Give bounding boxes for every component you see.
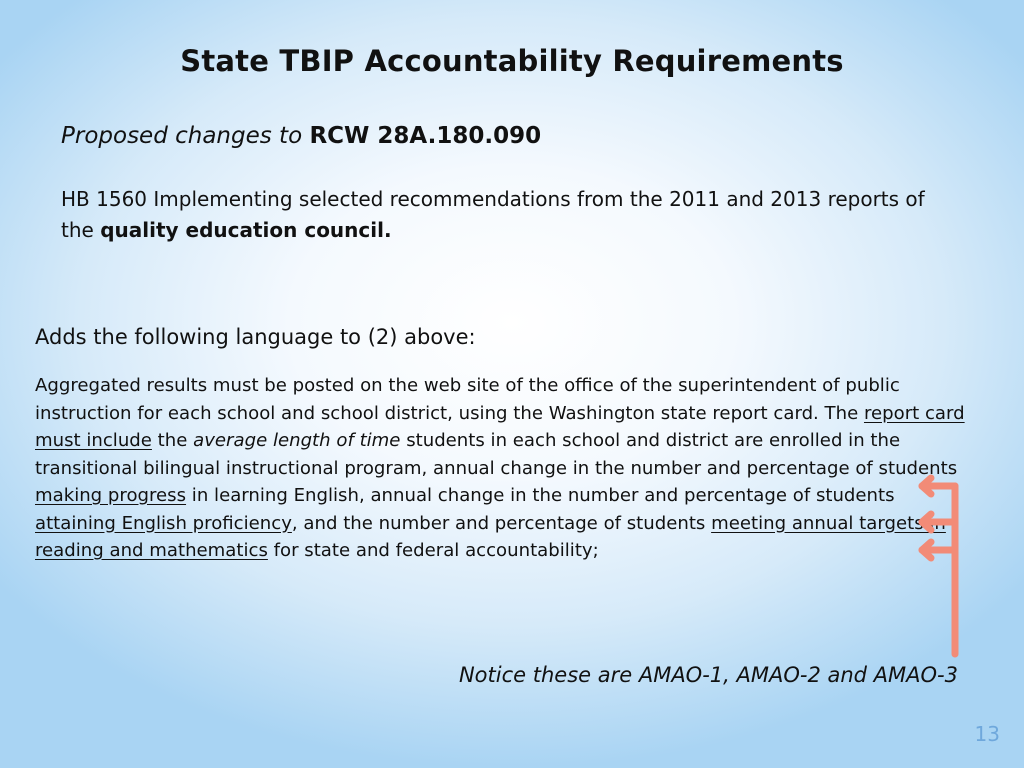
para-text: in learning English, annual change in the number and percentage of students [186, 485, 895, 506]
para-text: , and the number and percentage of students [291, 512, 712, 534]
para-text: the [151, 430, 194, 451]
para-text: students in each school and district are enrolled in the transitional bilingual instructional program, annual change in the number and percentage of students [35, 430, 958, 479]
amao-bracket-arrows-icon [912, 474, 972, 659]
page-number: 13 [974, 722, 1000, 746]
para-text: Aggregated results must be posted on the web site of the office of the superintendent of public instruction for each school and school district, using the Washington state report card. The [35, 375, 900, 424]
slide-title: State TBIP Accountability Requirements [180, 44, 844, 78]
amao-notice: Notice these are AMAO-1, AMAO-2 and AMAO-3 [458, 663, 958, 687]
rcw-code: RCW 28A.180.090 [309, 123, 542, 149]
para-underline-attaining-proficiency: attaining English proficiency [35, 512, 292, 534]
proposed-changes-line [61, 123, 541, 149]
para-italic-average-length: average length of time [193, 430, 401, 451]
bill-text-bold: quality education council. [100, 218, 392, 242]
bill-description [61, 184, 941, 246]
adds-language-heading: Adds the following language to (2) above: [35, 325, 476, 349]
para-underline-making-progress: making progress [35, 485, 187, 506]
para-underline-meeting-targets: meeting annual targets in reading and mathematics [35, 512, 946, 561]
para-text: for state and federal accountability; [267, 540, 599, 561]
added-language-paragraph [35, 372, 965, 565]
proposed-prefix: Proposed changes to [61, 123, 310, 149]
bill-text: HB 1560 Implementing selected recommendations from the 2011 and 2013 reports of the [61, 187, 925, 242]
para-underline-report-card: report card must include [35, 402, 965, 451]
